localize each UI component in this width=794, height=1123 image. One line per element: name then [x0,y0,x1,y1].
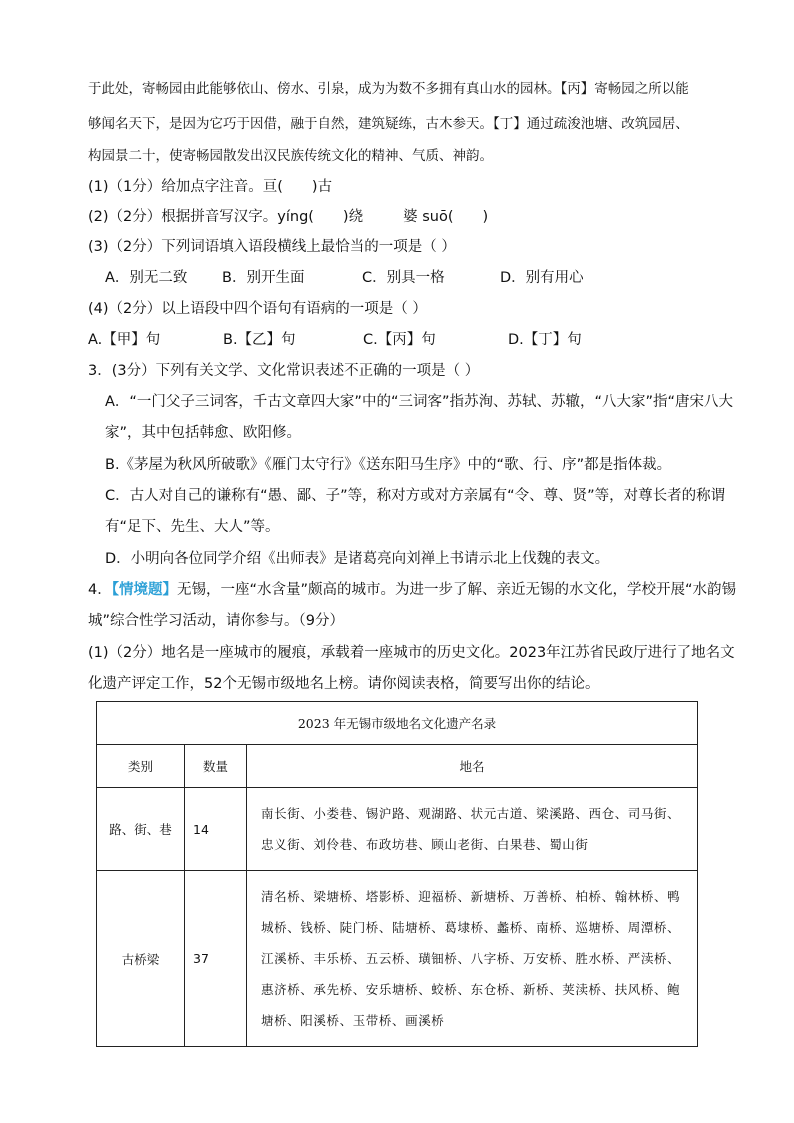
q2-sub4-options [88,330,582,350]
passage-line-2: 够闻名天下，是因为它巧于因借，融于自然，建筑疑练，古木参天。【丁】通过疏浚池塘、改筑园居、 [88,116,689,132]
q3-stem: 3．(3分）下列有关文学、文化常识表述不正确的一项是（ ） [88,363,480,379]
option-c: C.【丙】句 [363,332,436,348]
q2-sub2 [88,207,488,227]
option-c: C．别具一格 [362,270,445,286]
q3-option-d: D．小明向各位同学介绍《出师表》是诸葛亮向刘禅上书请示北上伐魏的表文。 [105,551,610,567]
q4-stem-text: 无锡，一座“水含量”颇高的城市。为进一步了解、亲近无锡的水文化，学校开展“水韵锡 [176,582,737,598]
option-a: A．别无二致 [105,270,188,286]
q4-stem-line2: 城”综合性学习活动，请你参与。（9分） [88,613,344,629]
q4-number: 4． [88,582,112,598]
q4-sub1-line2: 化遗产评定工作，52个无锡市级地名上榜。请你阅读表格，简要写出你的结论。 [88,676,600,692]
table-row [97,871,698,1047]
option-d: D.【丁】句 [508,332,582,348]
option-b: B．别开生面 [222,270,305,286]
q4-sub1-line1: (1)（2分）地名是一座城市的履痕，承载着一座城市的历史文化。2023年江苏省民政厅进行了地名文 [88,645,735,661]
q3-option-c-line2: 有“足下、先生、大人”等。 [105,519,280,535]
row-category: 路、街、巷 [97,788,185,871]
heritage-names-table [96,701,698,1047]
q3-option-b: B.《茅屋为秋风所破歌》《雁门太守行》《送东阳马生序》中的“歌、行、序”都是指体裁。 [105,457,672,473]
q2-sub2-part-b: 婆 suō( ) [403,209,489,225]
q2-sub2-part-a: (2)（2分）根据拼音写汉字。yíng( )绕 [88,209,364,225]
q3-option-c-line1: C．古人对自己的谦称有“愚、鄙、子”等，称对方或对方亲属有“令、尊、贤”等，对尊长者的称谓 [105,488,726,504]
table-row [97,788,698,871]
row-category: 古桥梁 [97,871,185,1047]
passage-line-1: 于此处，寄畅园由此能够依山、傍水、引泉，成为为数不多拥有真山水的园林。【丙】寄畅园之所以能 [88,81,689,97]
q2-sub3-options [105,268,584,288]
header-category: 类别 [97,745,185,788]
row-names: 清名桥、梁塘桥、塔影桥、迎福桥、新塘桥、万善桥、柏桥、翰林桥、鸭城桥、钱桥、陡门桥、陆塘桥、葛埭桥、蠡桥、南桥、巡塘桥、周潭桥、江溪桥、丰乐桥、五云桥、璜钿桥、八字桥、万安桥、胜水桥、严渎桥、惠济桥、承先桥、安乐塘桥、蛟桥、东仓桥、新桥、荚渎桥、扶风桥、鲍塘桥、阳溪桥、玉带桥、画溪桥 [247,871,698,1047]
table-title: 2023 年无锡市级地名文化遗产名录 [97,702,698,745]
option-a: A.【甲】句 [88,332,161,348]
q2-sub4: (4)（2分）以上语段中四个语句有语病的一项是（ ） [88,301,427,317]
q2-sub3: (3)（2分）下列词语填入语段横线上最恰当的一项是（ ） [88,239,456,255]
option-b: B.【乙】句 [223,332,296,348]
situation-tag: 【情境题】 [111,582,177,598]
row-names: 南长街、小娄巷、锡沪路、观湖路、状元古道、梁溪路、西仓、司马街、忠义街、刘伶巷、布政坊巷、顾山老街、白果巷、蜀山街 [247,788,698,871]
row-count: 37 [185,871,247,1047]
option-d: D．别有用心 [500,270,584,286]
q3-option-a-line2: 家”，其中包括韩愈、欧阳修。 [105,425,302,441]
q2-sub1: (1)（1分）给加点字注音。亘( )古 [88,179,333,195]
header-count: 数量 [185,745,247,788]
header-names: 地名 [247,745,698,788]
table-header-row [97,745,698,788]
q4-stem-line1 [88,580,736,600]
passage-line-3: 构园景二十，使寄畅园散发出汉民族传统文化的精神、气质、神韵。 [88,148,493,164]
row-count: 14 [185,788,247,871]
q3-option-a-line1: A．“一门父子三词客，千古文章四大家”中的“三词客”指苏洵、苏轼、苏辙，“八大家”指“唐宋八大 [105,394,733,410]
